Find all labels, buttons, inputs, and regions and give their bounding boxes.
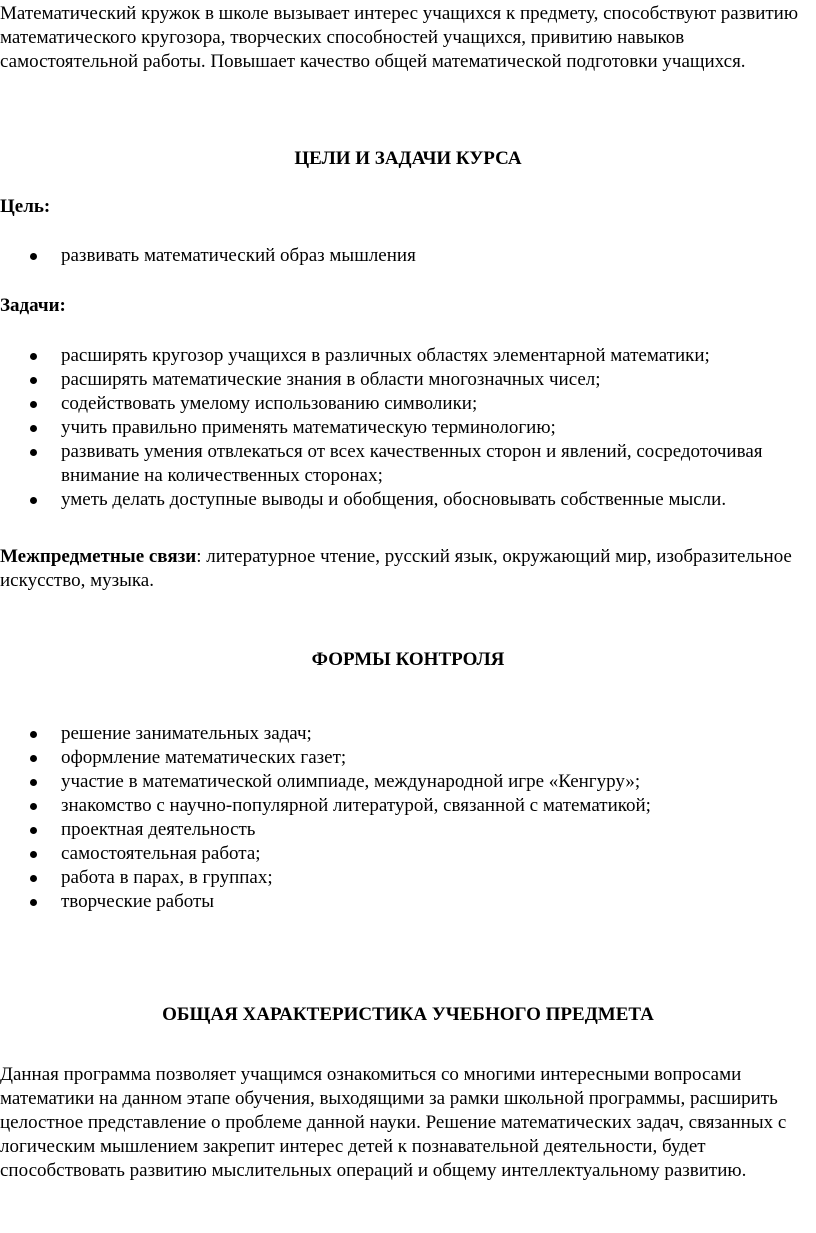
list-item: участие в математической олимпиаде, международной игре «Кенгуру»;	[0, 770, 812, 794]
characteristic-heading: ОБЩАЯ ХАРАКТЕРИСТИКА УЧЕБНОГО ПРЕДМЕТА	[162, 1004, 654, 1025]
task-list	[0, 344, 812, 512]
bullet-icon	[30, 875, 37, 882]
list-item: оформление математических газет;	[0, 746, 812, 770]
bullet-icon	[30, 827, 37, 834]
interdisciplinary-label: Межпредметные связи	[0, 546, 197, 567]
interdisciplinary-links	[0, 545, 812, 593]
bullet-icon	[30, 425, 37, 432]
list-item: творческие работы	[0, 890, 812, 914]
list-item: уметь делать доступные выводы и обобщения, обосновывать собственные мысли.	[0, 488, 812, 512]
goal-list	[0, 244, 812, 268]
bullet-icon	[30, 803, 37, 810]
list-item: самостоятельная работа;	[0, 842, 812, 866]
bullet-icon	[30, 899, 37, 906]
list-item: развивать математический образ мышления	[0, 244, 812, 268]
list-item: знакомство с научно-популярной литературой, связанной с математикой;	[0, 794, 812, 818]
list-item: работа в парах, в группах;	[0, 866, 812, 890]
intro-paragraph: Математический кружок в школе вызывает интерес учащихся к предмету, способствуют развитию математического кругозора, творческих способностей учащихся, привитию навыков самостоятельной работы. Повышает качество общей математической подготовки учащихся.	[0, 3, 799, 72]
bullet-icon	[30, 401, 37, 408]
goal-label: Цель:	[0, 196, 51, 217]
list-item: развивать умения отвлекаться от всех качественных сторон и явлений, сосредоточивая внимание на количественных сторонах;	[0, 440, 812, 488]
goals-heading: ЦЕЛИ И ЗАДАЧИ КУРСА	[294, 148, 522, 169]
bullet-icon	[30, 253, 37, 260]
bullet-icon	[30, 449, 37, 456]
bullet-icon	[30, 755, 37, 762]
bullet-icon	[30, 377, 37, 384]
bullet-icon	[30, 779, 37, 786]
list-item: решение занимательных задач;	[0, 722, 812, 746]
control-heading: ФОРМЫ КОНТРОЛЯ	[311, 649, 505, 670]
bullet-icon	[30, 851, 37, 858]
interdisciplinary-text: : литературное чтение, русский язык, окружающий мир, изобразительное искусство, музыка.	[0, 546, 792, 591]
list-item: содействовать умелому использованию символики;	[0, 392, 812, 416]
bullet-icon	[30, 497, 37, 504]
characteristic-paragraph: Данная программа позволяет учащимся ознакомиться со многими интересными вопросами математики на данном этапе обучения, выходящими за рамки школьной программы, расширить целостное представление о проблеме данной науки. Решение математических задач, связанных с логическим мышлением закрепит интерес детей к познавательной деятельности, будет способствовать развитию мыслительных операций и общему интеллектуальному развитию.	[0, 1064, 787, 1181]
bullet-icon	[30, 353, 37, 360]
tasks-label: Задачи:	[0, 295, 66, 316]
control-list	[0, 722, 812, 914]
bullet-icon	[30, 731, 37, 738]
list-item: проектная деятельность	[0, 818, 812, 842]
list-item: расширять математические знания в области многозначных чисел;	[0, 368, 812, 392]
list-item: учить правильно применять математическую терминологию;	[0, 416, 812, 440]
list-item: расширять кругозор учащихся в различных областях элементарной математики;	[0, 344, 812, 368]
